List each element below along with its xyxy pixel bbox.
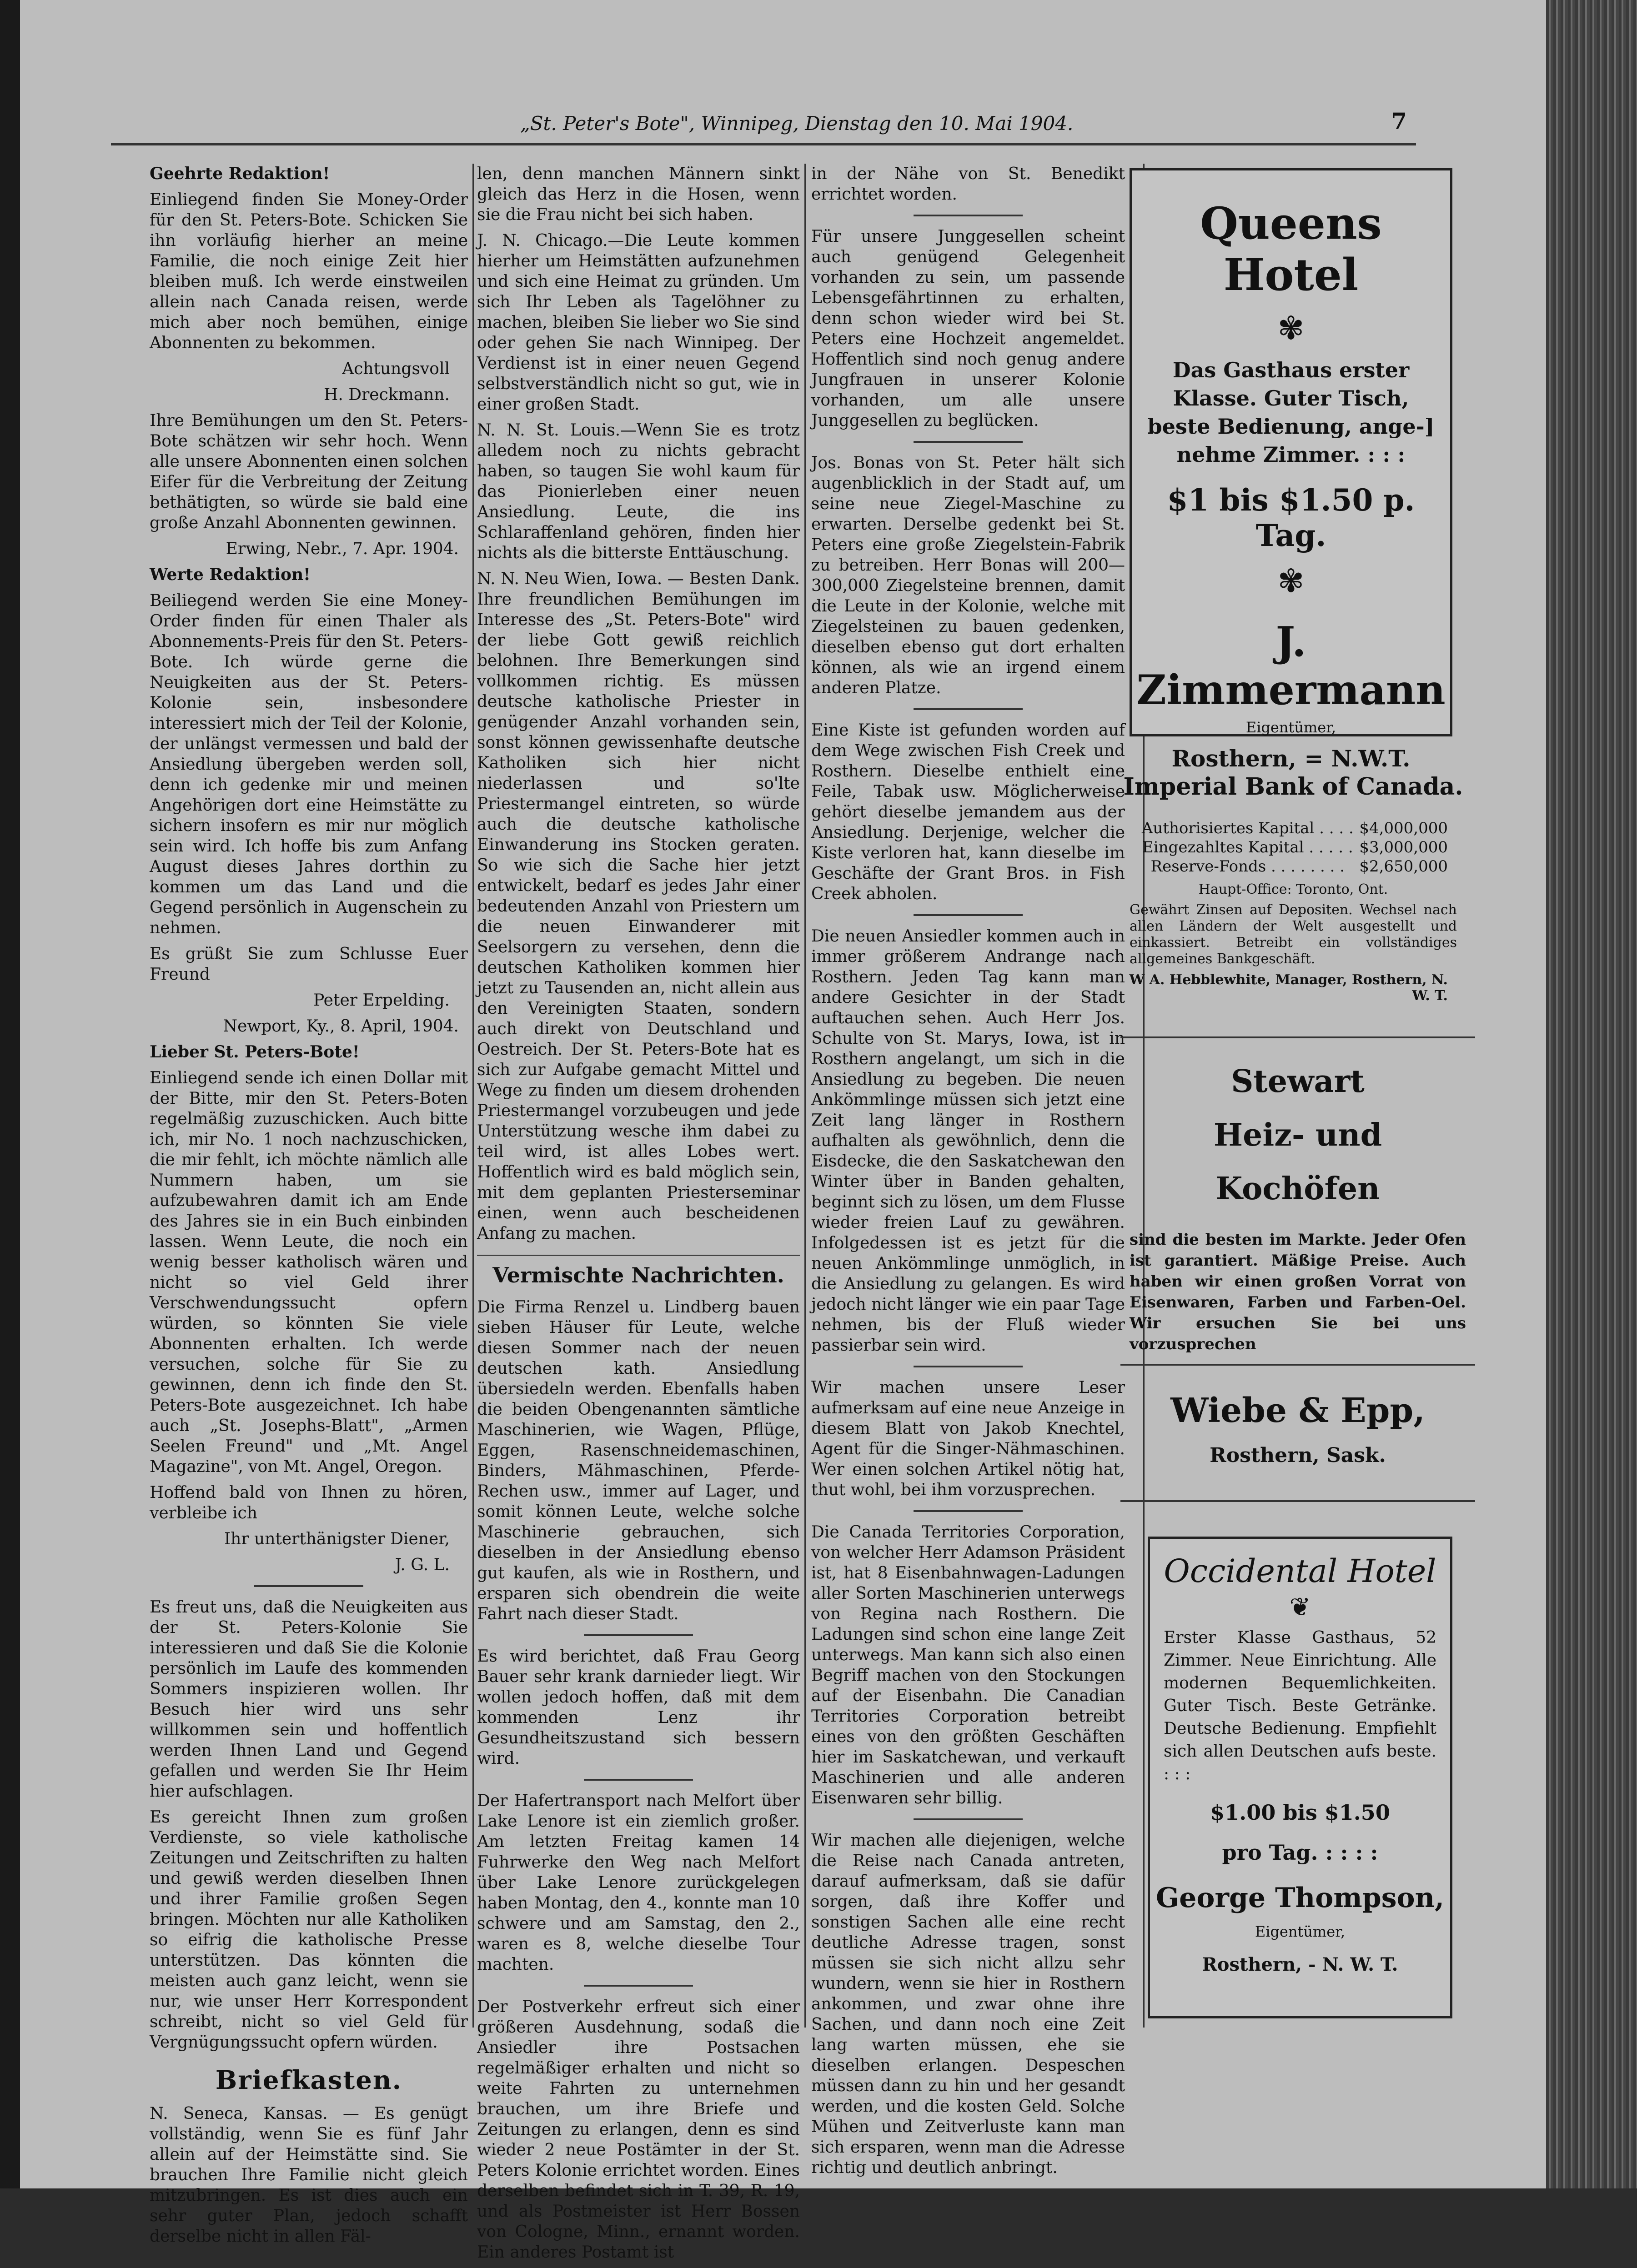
letter-salutation: Lieber St. Peters-Bote! (150, 1042, 360, 1061)
article-paragraph: Wir machen unsere Leser aufmerksam auf eine neue Anzeige in diesem Blatt von Jakob Knechtel, Agent für die Singer-Nähmaschinen. Wer einen solchen Artikel nötig hat, thut wohl, bei ihm vorzusprechen. (811, 1378, 1125, 1499)
editor-reply: Es gereicht Ihnen zum großen Verdienste, so viele katholische Zeitungen und Zeitschriften zu halten und gewiß werden dieselben Ihnen und ihrer Familie großen Segen bringen. Möchten nur alle Katholiken so eifrig die katholische Presse unterstützen. Das könnten die meisten auch ganz leicht, wenn sie nur, wie unser Herr Korrespondent schreibt, nicht so viel Geld für Vergnügungssucht opfern würden. (150, 1808, 468, 2052)
article-paragraph: Der Hafertransport nach Melfort über Lake Lenore ist ein ziemlich großer. Am letzten Freitag kamen 14 Fuhrwerke den Weg nach Melfort über Lake Lenore zurückgelegen haben Montag, den 4., konnte man 10 schwere und am Samstag, den 2., waren es 8, welche dieselbe Tour machten. (477, 1792, 800, 1974)
letter-salutation: Geehrte Redaktion! (150, 164, 330, 183)
ad-title: Wiebe & Epp, (1170, 1391, 1425, 1430)
ad-title: Occidental Hotel (1164, 1552, 1436, 1590)
divider (254, 1585, 363, 1587)
article-paragraph: Für unsere Junggesellen scheint auch genügend Gelegenheit vorhanden zu sein, um passende Lebensgefährtinnen zu erhalten, denn schon wieder wird bei St. Peters eine Hochzeit angemeldet. Hoffentlich sind noch genug andere Jungfrauen in unserer Kolonie vorhanden, um alle unsere Junggesellen zu beglücken. (811, 227, 1125, 430)
letter-body: Beiliegend werden Sie eine Money-Order finden für einen Thaler als Abonnements-Preis für den St. Peters-Bote. Ich würde gerne die Neuigkeiten aus der St. Peters-Kolonie sein, insbesondere interessiert mich der Teil der Kolonie, der unlängst vermessen und bald der Ansiedlung übergeben werden soll, denn ich gedenke mir und meinen Angehörigen dort eine Heimstätte zu sichern insofern es mir nur möglich sein wird. Ich hoffe bis zum Anfang August dieses Jahres dorthin zu kommen um das Land und die Gegend persönlich in Augenschein zu nehmen. (150, 591, 468, 937)
article-paragraph: in der Nähe von St. Benedikt errichtet worden. (811, 165, 1125, 204)
article-paragraph: Der Postverkehr erfreut sich einer größeren Ausdehnung, sodaß die Ansiedler ihre Postsachen regelmäßiger erhalten und nicht so weite Fahrten zu unternehmen brauchen, um ihre Briefe und Zeitungen zu erlangen, denn es sind wieder 2 neue Postämter in der St. Peters Kolonie errichtet worden. Eines derselben befindet sich in T. 39, R. 19, und als Postmeister ist Herr Bossen von Cologne, Minn., ernannt worden. Ein anderes Postamt ist (477, 1998, 800, 2262)
ad-title: Heiz- und (1213, 1117, 1382, 1153)
newspaper-page (20, 0, 1546, 2262)
ad-title: Kochöfen (1215, 1171, 1380, 1207)
ornament-icon: ✾ (1277, 310, 1305, 347)
ornament-icon: ❦ (1289, 1592, 1311, 1622)
table-row (1139, 838, 1448, 857)
column-rule (472, 164, 474, 2028)
bank-manager: W A. Hebblewhite, Manager, Rosthern, N. W. T. (1129, 972, 1448, 1004)
letter-body: Einliegend sende ich einen Dollar mit der Bitte, mir den St. Peters-Boten regelmäßig zuzuschicken. Auch bitte ich, mir No. 1 noch nachzuschicken, die mir fehlt, ich möchte nämlich alle Nummern haben, um sie aufzubewahren damit ich am Ende des Jahres sie in ein Buch einbinden lassen. Wenn Leute, die noch ein wenig besser katholisch wären und nicht so viel Geld ihrer Verschwendungssucht opfern würden, so könnten Sie viele Abonnenten erhalten. Ich werde versuchen, solche für Sie zu gewinnen, denn ich finde den St. Peters-Bote ausgezeichnet. Ich habe auch „St. Josephs-Blatt", „Armen Seelen Freund" und „Mt. Angel Magazine", von Mt. Angel, Oregon. (150, 1069, 468, 1476)
article-paragraph: N. N. Neu Wien, Iowa. — Besten Dank. Ihre freundlichen Bemühungen im Interesse des „St. Peters-Bote" wird der liebe Gott gewiß reichlich belohnen. Ihre Bemerkungen sind vollkommen richtig. Es müssen deutsche katholische Priester in genügender Anzahl vorhanden sein, sonst können gewissenhafte deutsche Katholiken sich hier nicht niederlassen und so'lte Priestermangel eintreten, so würde auch die deutsche katholische Einwanderung ins Stocken geraten. So wie sich die Sache hier jetzt entwickelt, bedarf es jedes Jahr einer bedeutenden Anzahl von Priestern um die neuen Einwanderer mit Seelsorgern zu versehen, denn die deutschen Katholiken kommen hier jetzt zu Tausenden an, nicht allein aus den Vereinigten Staaten, sondern auch direkt von Deutschland und Oestreich. Der St. Peters-Bote hat es sich zur Aufgabe gemacht Mittel und Wege zu finden um diesem drohenden Priestermangel vorzubeugen und jede Unterstützung wesche ihm dabei zu teil wird, ist alles Lobes wert. Hoffentlich wird es bald möglich sein, mit dem geplanten Priesterseminar einen, wenn auch bescheidenen Anfang zu machen. (477, 570, 800, 1243)
divider (584, 1985, 693, 1987)
table-cell: $4,000,000 (1359, 819, 1448, 837)
article-paragraph: Die neuen Ansiedler kommen auch in immer größerem Andrange nach Rosthern. Jeden Tag kann man andere Gesichter in der Stadt auftauchen sehen. Auch Herr Jos. Schulte von St. Marys, Iowa, ist in Rosthern angelangt, um sich in die Ansiedlung zu begeben. Die neuen Ankömmlinge müssen sich jetzt eine Zeit lang länger in Rosthern aufhalten als gewöhnlich, denn die Eisdecke, die den Saskatchewan den Winter über in Banden gehalten, beginnt sich zu lösen, um dem Flusse wieder freien Lauf zu gewähren. Infolgedessen ist es jetzt für die neuen Ankömmlinge unmöglich, in die Ansiedlung zu gelangen. Es wird jedoch nicht länger wie ein paar Tage nehmen, bis der Fluß wieder passierbar sein wird. (811, 927, 1125, 1355)
ad-text: Erster Klasse Gasthaus, 52 Zimmer. Neue Einrichtung. Alle modernen Bequemlichkeiten. Guter Tisch. Beste Getränke. Deutsche Bedienung. Empfiehlt sich allen Deutschen aufs beste. : : : (1164, 1628, 1436, 1783)
divider (914, 1510, 1023, 1512)
section-heading-briefkasten: Briefkasten. (215, 2065, 402, 2095)
page-number: 7 (1391, 108, 1407, 135)
ad-price: pro Tag. : : : : (1222, 1840, 1378, 1865)
bank-office: Haupt-Office: Toronto, Ont. (1198, 881, 1388, 897)
table-cell: $3,000,000 (1359, 838, 1448, 856)
table-cell: Eingezahltes Kapital . . . . . (1142, 838, 1353, 856)
divider (914, 914, 1023, 916)
occidental-hotel-ad (1148, 1537, 1452, 2018)
divider (1120, 1364, 1475, 1366)
divider (914, 708, 1023, 710)
divider (914, 215, 1023, 216)
ad-title: Queens Hotel (1200, 198, 1382, 300)
ad-place: Rosthern, = N.W.T. (1171, 745, 1411, 772)
ad-text: beste Bedienung, ange-] (1147, 414, 1435, 439)
divider (914, 1818, 1023, 1820)
page-header (111, 107, 1416, 145)
letter-closing: Ihr unterthänigster Diener, (224, 1530, 450, 1548)
article-paragraph: Die Firma Renzel u. Lindberg bauen sieben Häuser für Leute, welche diesen Sommer nach der neuen deutschen kath. Ansiedlung übersiedeln werden. Ebenfalls haben die beiden Obengenannten sämtliche Maschinerien, wie Wagen, Pflüge, Eggen, Rasenschneidemaschinen, Binders, Mähmaschinen, Pferde-Rechen usw., immer auf Lager, und somit können Leute, welche solche Maschinerie gebrauchen, sich dieselben in der Ansiedlung ebenso gut kaufen, als wie in Rosthern, und ersparen sich obendrein die weite Fahrt nach dieser Stadt. (477, 1298, 800, 1623)
editor-reply: Ihre Bemühungen um den St. Peters-Bote schätzen wir sehr hoch. Wenn alle unsere Abonnenten einen solchen Eifer für die Verbreitung der Zeitung bethätigten, so würde sie bald eine große Anzahl Abonnenten gewinnen. (150, 411, 468, 532)
book-page-edges (1546, 0, 1637, 2188)
divider (914, 441, 1023, 443)
letter-body: Einliegend finden Sie Money-Order für den St. Peters-Bote. Schicken Sie ihn vorläufig hierher an meine Familie, die noch einige Zeit hier bleiben muß. Ich werde einstweilen allein nach Canada reisen, werde mich aber noch bemühen, einige Abonnenten zu bekommen. (150, 190, 468, 352)
section-heading-vermischte: Vermischte Nachrichten. (477, 1255, 800, 1288)
ad-text: Das Gasthaus erster (1172, 358, 1410, 382)
table-cell: Reserve-Fonds . . . . . . . . (1150, 857, 1345, 876)
article-paragraph: Eine Kiste ist gefunden worden auf dem Wege zwischen Fish Creek und Rosthern. Dieselbe enthielt eine Feile, Tabak usw. Möglicherweise gehört dieselbe jemandem aus der Ansiedlung. Derjenige, welcher die Kiste verloren hat, kann dieselbe im Geschäfte der Grant Bros. in Fish Creek abholen. (811, 721, 1125, 903)
ad-owner-role: Eigentümer, (1245, 719, 1336, 736)
header-title: „St. Peter's Bote", Winnipeg, Dienstag den 10. Mai 1904. (520, 112, 1074, 135)
article-paragraph: Jos. Bonas von St. Peter hält sich augenblicklich in der Stadt auf, um seine neue Ziegel-Maschine zu erwarten. Derselbe gedenkt bei St. Peters eine große Ziegelstein-Fabrik zu betreiben. Herr Bonas will 200—300,000 Ziegelsteine brennen, damit die Leute in der Kolonie, welche mit Ziegelsteinen zu bauen gedenken, dieselben ebenso gut dort erhalten können, als wie an irgend einem anderen Platze. (811, 454, 1125, 697)
article-paragraph: Wir machen alle diejenigen, welche die Reise nach Canada antreten, darauf aufmerksam, daß sie dafür sorgen, daß ihre Koffer und sonstigen Sachen alle eine recht deutliche Adresse tragen, sonst müssen sie sich nicht allzu sehr wundern, wenn sie hier in Rosthern ankommen, und zwar ohne ihre Sachen, und dann noch eine Zeit lang warten müssen, ehe sie dieselben erlangen. Despeschen müssen dann zu hin und her gesandt werden, und die kosten Geld. Solche Mühen und Zeitverluste kann man sich ersparen, wenn man die Adresse richtig und deutlich anbringt. (811, 1831, 1125, 2177)
letter-dateline: Newport, Ky., 8. April, 1904. (223, 1017, 459, 1036)
ad-owner: George Thompson, (1155, 1882, 1445, 1914)
divider (914, 1366, 1023, 1367)
letter-closing: Achtungsvoll (342, 360, 450, 378)
book-binding (0, 0, 20, 2188)
bank-text: Gewährt Zinsen auf Depositen. Wechsel nach allen Ländern der Welt ausgestellt und einkassiert. Betreibt ein vollständiges allgemeines Bankgeschäft. (1130, 902, 1457, 967)
ornament-icon: ✾ (1277, 562, 1305, 600)
table-cell: $2,650,000 (1359, 857, 1448, 876)
editor-reply: Es freut uns, daß die Neuigkeiten aus der St. Peters-Kolonie Sie interessieren und daß Sie die Kolonie persönlich im Laufe des kommenden Sommers inspizieren wollen. Ihr Besuch hier wird uns sehr willkommen sein und hoffentlich werden Ihnen Land und Gegend gefallen und werden Sie Ihr Heim hier aufschlagen. (150, 1598, 468, 1801)
article-paragraph: len, denn manchen Männern sinkt gleich das Herz in die Hosen, wenn sie die Frau nicht bei sich haben. (477, 165, 800, 224)
wiebe-epp-ad (1120, 1391, 1475, 1467)
column-1 (150, 164, 468, 2252)
ad-title: Stewart (1231, 1063, 1365, 1100)
column-2 (477, 164, 800, 2268)
ad-text: nehme Zimmer. : : : (1176, 442, 1406, 467)
article-paragraph: Es wird berichtet, daß Frau Georg Bauer sehr krank darnieder liegt. Wir wollen jedoch hoffen, daß mit dem kommenden Lenz ihr Gesundheitszustand sich bessern wird. (477, 1647, 800, 1768)
ad-owner-role: Eigentümer, (1255, 1923, 1346, 1940)
ad-text: sind die besten im Markte. Jeder Ofen ist garantiert. Mäßige Preise. Auch haben wir einen großen Vorrat von Eisenwaren, Farben und Farben-Oel. Wir ersuchen Sie bei uns vorzusprechen (1130, 1231, 1466, 1353)
article-paragraph: N. N. St. Louis.—Wenn Sie es trotz alledem noch zu nichts gebracht haben, so taugen Sie wohl kaum für das Pionierleben einer neuen Ansiedlung. Leute, die ins Schlaraffenland gehören, finden hier nichts als die bitterste Enttäuschung. (477, 421, 800, 562)
table-row (1139, 857, 1448, 876)
letter-dateline: Erwing, Nebr., 7. Apr. 1904. (226, 540, 459, 558)
ad-owner: J. Zimmermann (1136, 618, 1446, 714)
queens-hotel-ad (1130, 168, 1452, 772)
article-paragraph: N. Seneca, Kansas. — Es genügt vollständig, wenn Sie es fünf Jahr allein auf der Heimstätte sind. Sie brauchen Ihre Familie nicht gleich mitzubringen. Es ist dies auch ein sehr guter Plan, jedoch schafft derselbe nicht in allen Fäl- (150, 2104, 468, 2246)
letter-signature: Peter Erpelding. (313, 991, 450, 1010)
column-3 (811, 164, 1125, 2183)
article-paragraph: J. N. Chicago.—Die Leute kommen hierher um Heimstätten aufzunehmen und sich eine Heimat zu gründen. Um sich Ihr Leben als Tagelöhner zu machen, bleiben Sie lieber wo Sie sind oder gehen Sie nach Winnipeg. Der Verdienst ist in einer neuen Gegend selbstverständlich nicht so gut, wie in einer großen Stadt. (477, 231, 800, 414)
ad-place: Rosthern, - N. W. T. (1202, 1954, 1398, 1975)
letter-end: Es grüßt Sie zum Schlusse Euer Freund (150, 945, 468, 984)
letter-signature: J. G. L. (395, 1556, 450, 1574)
letter-salutation: Werte Redaktion! (150, 565, 311, 584)
bank-ad (1120, 773, 1466, 1004)
ad-price: $1.00 bis $1.50 (1210, 1800, 1390, 1825)
ad-place: Rosthern, Sask. (1210, 1444, 1386, 1467)
bank-name: Imperial Bank of Canada. (1123, 773, 1463, 801)
article-paragraph: Die Canada Territories Corporation, von welcher Herr Adamson Präsident ist, hat 8 Eisenbahnwagen-Ladungen aller Sorten Maschinerien unterwegs von Regina nach Rosthern. Die Ladungen sind schon eine lange Zeit unterwegs. Man kann sich also einen Begriff machen von den Stockungen auf der Eisenbahn. Die Canadian Territories Corporation betreibt eines von den größten Geschäften hier im Saskatchewan, und verkauft Maschinerien und alle anderen Eisenwaren sehr billig. (811, 1523, 1125, 1807)
letter-end: Hoffend bald von Ihnen zu hören, verbleibe ich (150, 1483, 468, 1522)
table-row (1139, 819, 1448, 838)
table-cell: Authorisiertes Kapital . . . . (1141, 819, 1354, 837)
column-rule (804, 164, 806, 2028)
divider (1120, 1500, 1475, 1502)
bank-capital-table (1139, 819, 1448, 876)
divider (1120, 1036, 1475, 1038)
ad-text: Klasse. Guter Tisch, (1173, 386, 1409, 411)
letter-signature: H. Dreckmann. (323, 386, 450, 404)
divider (584, 1779, 693, 1781)
stewart-stoves-ad (1120, 1055, 1475, 1355)
ad-price: $1 bis $1.50 p. Tag. (1167, 482, 1415, 553)
divider (584, 1634, 693, 1636)
